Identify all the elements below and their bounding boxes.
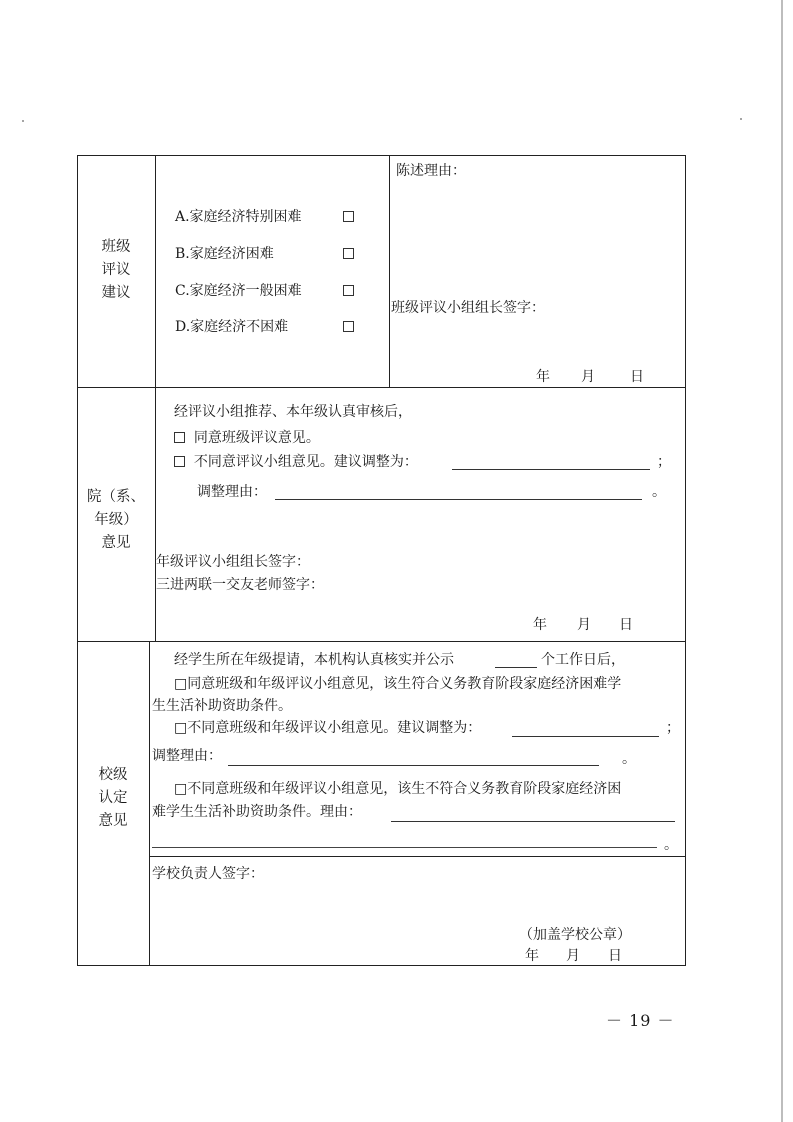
semicolon: ；: [657, 454, 671, 470]
disagree-panel-option[interactable]: 不同意评议小组意见。建议调整为：: [174, 455, 418, 469]
reason-label: 陈述理由：: [396, 163, 466, 179]
class-date-day: 日: [630, 369, 644, 385]
page-number: － 19 －: [606, 1011, 675, 1030]
school-seal-label: （加盖学校公章）: [519, 927, 631, 943]
school-intro-b: 个工作日后，: [541, 652, 625, 668]
college-section-label: 院（系、 年级） 意见: [87, 489, 145, 551]
agree-class-checkbox[interactable]: [174, 432, 185, 443]
scan-speck: [740, 118, 742, 120]
school-disagree-option[interactable]: □不同意班级和年级评议小组意见，该生不符合义务教育阶段家庭经济困: [174, 781, 622, 797]
class-date-year: 年: [536, 369, 550, 385]
class-date-month: 月: [581, 369, 595, 385]
period: 。: [652, 484, 666, 500]
school-adjust-to-blank[interactable]: [512, 736, 659, 737]
disagree-panel-checkbox[interactable]: [174, 456, 185, 467]
adjust-reason-label: 调整理由：: [197, 484, 267, 500]
class-signature-label: 班级评议小组组长签字：: [391, 300, 545, 316]
days-blank[interactable]: [495, 667, 537, 668]
option-a-checkbox[interactable]: [343, 210, 354, 224]
class-section-divider: [389, 155, 390, 387]
school-disagree-adjust-option[interactable]: □不同意班级和年级评议小组意见。建议调整为：: [174, 720, 482, 736]
school-disagree-option-cont: 难学生生活补助资助条件。理由：: [152, 804, 362, 820]
school-date-day: 日: [608, 948, 622, 964]
school-adjust-reason-blank[interactable]: [228, 765, 599, 766]
option-b: B.家庭经济困难: [175, 246, 274, 262]
school-head-signature-label: 学校负责人签字：: [152, 866, 264, 882]
teacher-signature-label: 三进两联一交友老师签字：: [156, 577, 324, 593]
college-date-month: 月: [577, 617, 591, 633]
row-divider: [149, 856, 686, 857]
agree-class-option[interactable]: 同意班级评议意见。: [174, 431, 320, 445]
school-reason-blank-line2[interactable]: [152, 847, 657, 848]
period: 。: [622, 751, 636, 767]
school-agree-option-cont: 生生活补助资助条件。: [152, 698, 292, 714]
school-intro-a: 经学生所在年级提请，本机构认真核实并公示: [174, 652, 454, 668]
college-date-year: 年: [533, 617, 547, 633]
scan-edge: [781, 0, 783, 1122]
option-c: C.家庭经济一般困难: [175, 283, 302, 299]
row-divider: [77, 387, 686, 388]
adjust-reason-blank[interactable]: [275, 499, 642, 500]
option-d-checkbox[interactable]: [343, 320, 354, 334]
school-adjust-reason-label: 调整理由：: [152, 748, 222, 764]
school-date-year: 年: [525, 948, 539, 964]
option-b-checkbox[interactable]: [343, 247, 354, 261]
column-divider: [149, 641, 150, 966]
period: 。: [664, 837, 678, 853]
semicolon: ；: [666, 720, 680, 736]
option-d: D.家庭经济不困难: [175, 319, 289, 335]
class-section-label: 班级 评议 建议: [101, 239, 131, 301]
option-c-checkbox[interactable]: [343, 284, 354, 298]
school-agree-option[interactable]: □同意班级和年级评议小组意见，该生符合义务教育阶段家庭经济困难学: [174, 676, 622, 692]
grade-leader-signature-label: 年级评议小组组长签字：: [156, 554, 310, 570]
row-divider: [77, 641, 686, 642]
school-date-month: 月: [566, 948, 580, 964]
school-section-label: 校级 认定 意见: [98, 767, 128, 829]
school-reason-blank[interactable]: [391, 821, 675, 822]
college-intro: 经评议小组推荐、本年级认真审核后，: [174, 404, 412, 420]
scan-speck: [22, 120, 24, 122]
college-date-day: 日: [619, 617, 633, 633]
option-a: A.家庭经济特别困难: [175, 209, 302, 225]
adjust-to-blank[interactable]: [452, 469, 650, 470]
